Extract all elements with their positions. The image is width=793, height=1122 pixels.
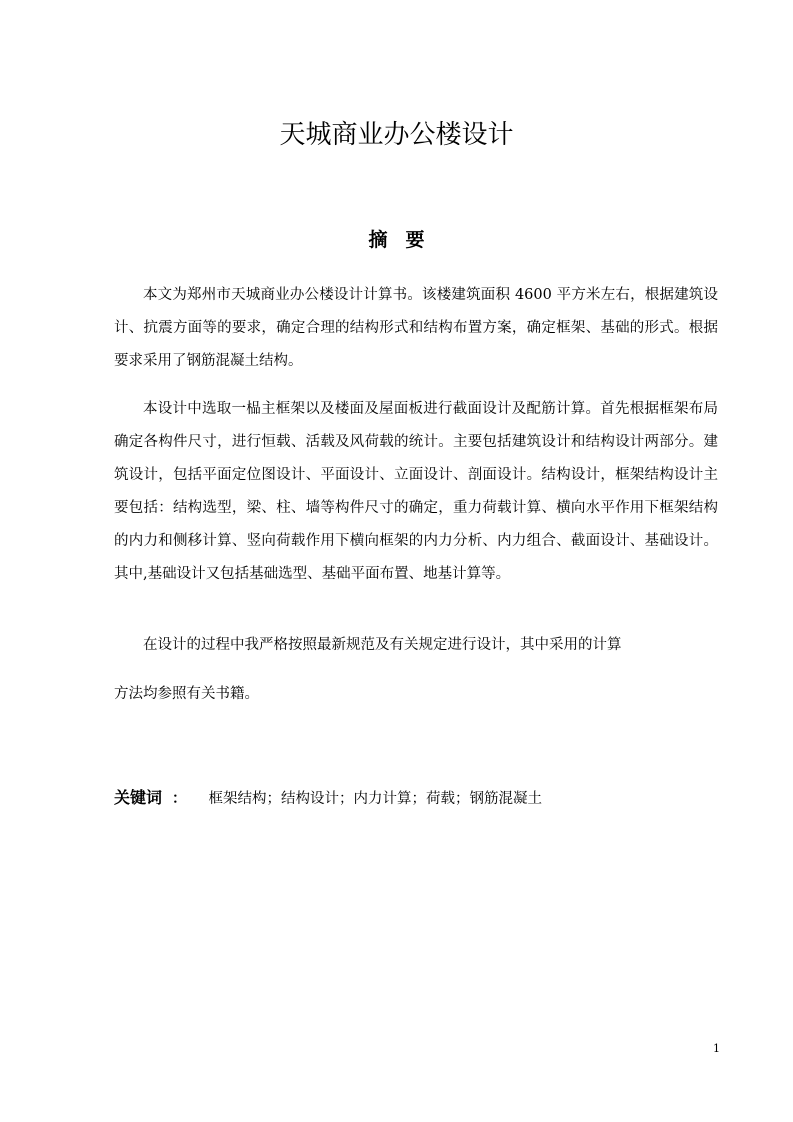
abstract-paragraph-2: 本设计中选取一榀主框架以及楼面及屋面板进行截面设计及配筋计算。首先根据框架布局确定各构件尺寸，进行恒载、活载及风荷载的统计。主要包括建筑设计和结构设计两部分。建筑设计，包括平面定位图设计、平面设计、立面设计、剖面设计。结构设计，框架结构设计主要包括：结构选型，梁、柱、墙等构件尺寸的确定，重力荷载计算、横向水平作用下框架结构的内力和侧移计算、竖向荷载作用下横向框架的内力分析、内力组合、截面设计、基础设计。其中,基础设计又包括基础选型、基础平面布置、地基计算等。 [114,401,718,582]
keywords-colon: ： [172,790,187,807]
keywords-label: 关键词 [114,788,163,807]
abstract-paragraph-3-continuation: 方法均参照有关书籍。 [114,686,259,702]
abstract-paragraph-1: 本文为郑州市天城商业办公楼设计计算书。该楼建筑面积 4600 平方米左右，根据建筑设计、抗震方面等的要求，确定合理的结构形式和结构布置方案，确定框架、基础的形式。根据要求采用了钢筋混凝土结构。 [114,287,718,369]
abstract-heading: 摘要 [368,229,443,251]
keywords-value: 框架结构；结构设计；内力计算；荷载；钢筋混凝土 [208,791,543,807]
keywords-line [114,783,718,814]
page-number: 1 [713,1042,720,1055]
abstract-paragraph-3: 在设计的过程中我严格按照最新规范及有关规定进行设计，其中采用的计算 [143,637,622,653]
document-title: 天城商业办公楼设计 [279,120,514,150]
